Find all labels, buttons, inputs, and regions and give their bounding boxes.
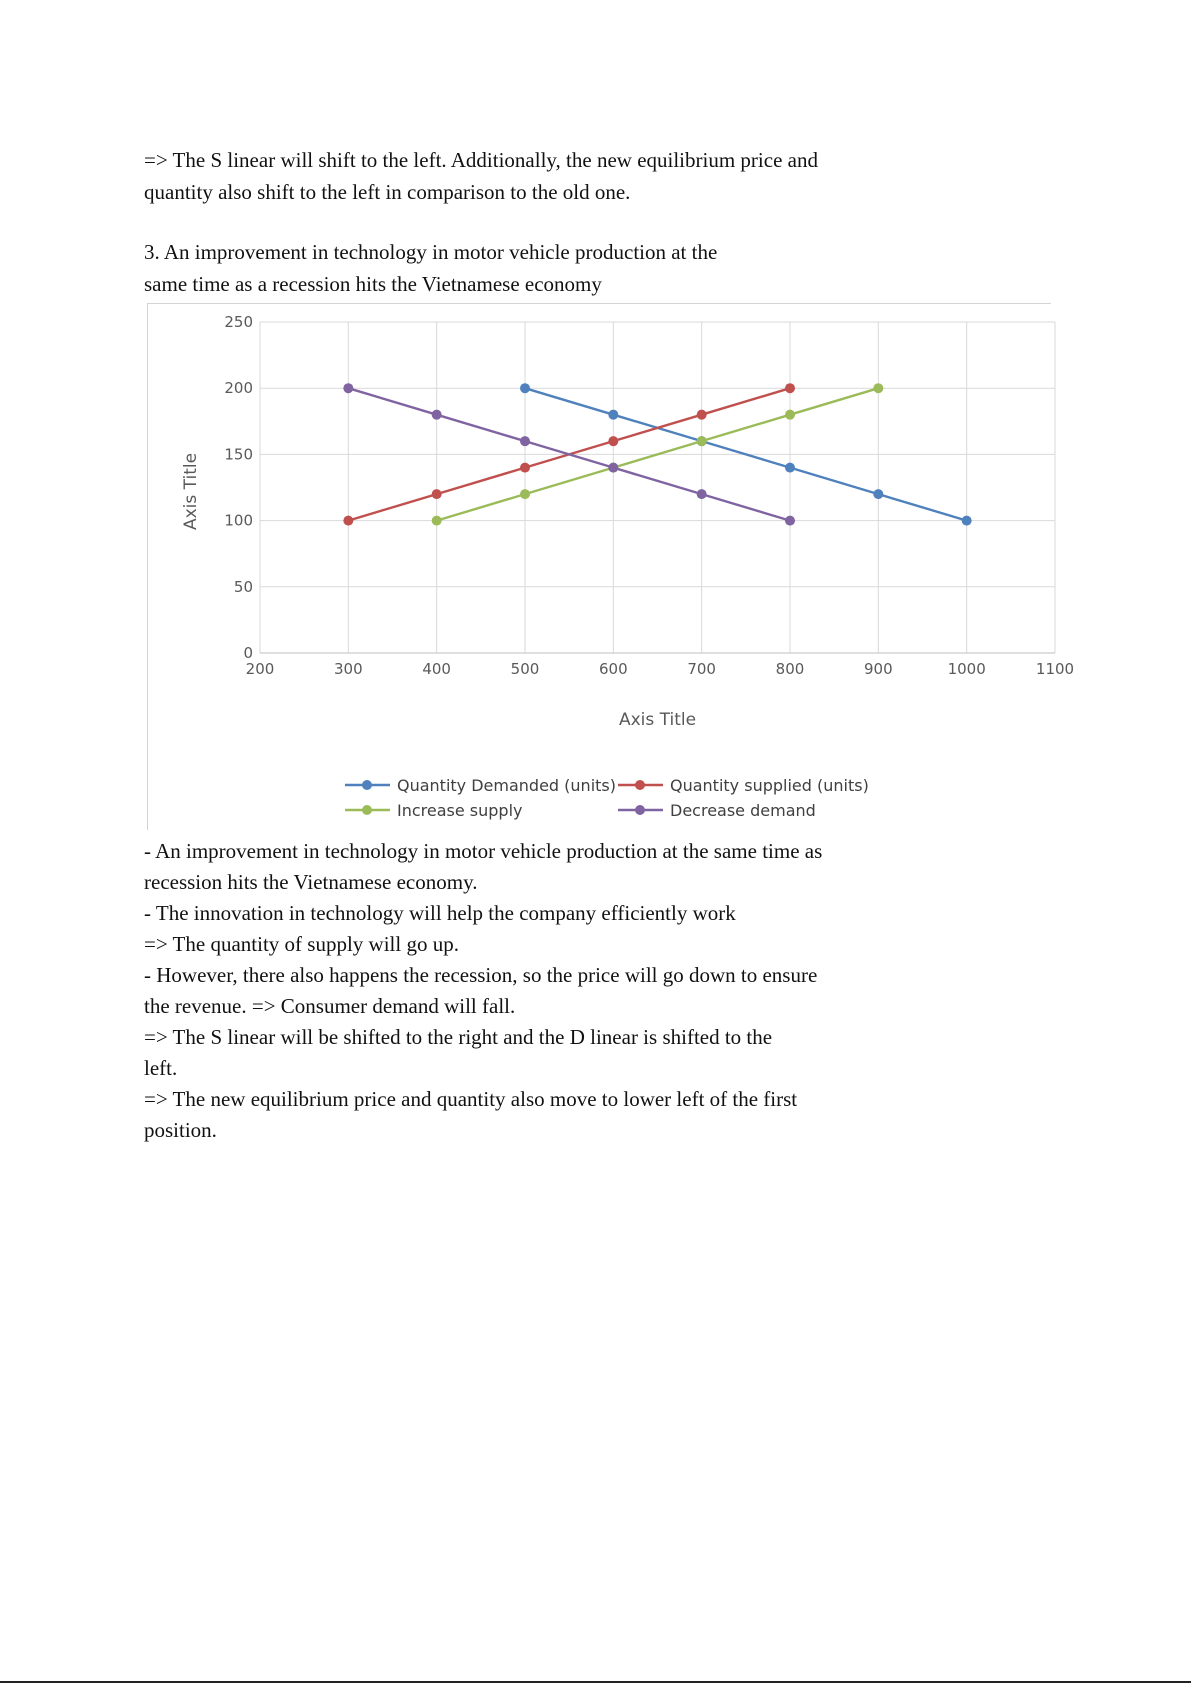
legend-entry (345, 776, 616, 795)
legend-swatch-marker (635, 805, 645, 815)
text-line: => The quantity of supply will go up. (144, 932, 459, 956)
text-line: - However, there also happens the recession, so the price will go down to ensure (144, 963, 818, 987)
x-tick-label: 1000 (947, 660, 986, 678)
supply-demand-chart (147, 303, 1075, 830)
page-bottom-edge (0, 1681, 1191, 1683)
data-point (432, 410, 442, 420)
data-point (520, 489, 530, 499)
text-line: => The S linear will shift to the left. Additionally, the new equilibrium price and (144, 148, 818, 172)
legend-label: Quantity Demanded (units) (397, 776, 616, 795)
legend-swatch-marker (362, 805, 372, 815)
x-tick-label: 1100 (1035, 660, 1075, 678)
data-point (608, 410, 618, 420)
y-axis-title: Axis Title (181, 452, 201, 531)
text-line: position. (144, 1118, 217, 1142)
legend-entry (618, 801, 816, 820)
data-point (873, 383, 883, 393)
data-point (785, 383, 795, 393)
chart-canvas (148, 304, 1075, 830)
text-line: - The innovation in technology will help the company efficiently work (144, 901, 736, 925)
data-point (697, 489, 707, 499)
legend-swatch-marker (362, 780, 372, 790)
data-point (608, 463, 618, 473)
text-line: => The new equilibrium price and quantity also move to lower left of the first (144, 1087, 798, 1111)
data-point (343, 383, 353, 393)
x-tick-label: 400 (422, 660, 451, 678)
data-point (432, 489, 442, 499)
x-tick-label: 500 (510, 660, 540, 678)
legend-label: Decrease demand (670, 801, 816, 820)
data-point (785, 410, 795, 420)
data-point (608, 436, 618, 446)
text-line: the revenue. => Consumer demand will fall. (144, 994, 516, 1018)
data-point (785, 463, 795, 473)
text-line: - An improvement in technology in motor vehicle production at the same time as (144, 839, 823, 863)
data-point (785, 516, 795, 526)
data-point (962, 516, 972, 526)
data-point (520, 436, 530, 446)
y-tick-label: 0 (243, 644, 253, 662)
chart-axes (224, 313, 1074, 678)
paragraph-previous-conclusion (144, 144, 904, 208)
section-heading-3 (144, 236, 904, 300)
data-point (432, 516, 442, 526)
y-tick-label: 50 (233, 577, 253, 596)
x-tick-label: 300 (334, 660, 363, 678)
text-line: 3. An improvement in technology in motor vehicle production at the (144, 240, 718, 264)
legend-entry (618, 776, 869, 795)
data-point (520, 463, 530, 473)
x-tick-label: 700 (687, 660, 716, 678)
y-tick-label: 100 (224, 511, 253, 530)
legend-swatch-marker (635, 780, 645, 790)
legend-label: Increase supply (397, 801, 523, 820)
legend-label: Quantity supplied (units) (670, 776, 869, 795)
text-line: => The S linear will be shifted to the right and the D linear is shifted to the (144, 1025, 773, 1049)
chart-legend (345, 776, 869, 820)
data-point (520, 383, 530, 393)
paragraph-explanation (144, 836, 904, 1146)
y-tick-label: 250 (224, 313, 253, 331)
data-point (343, 516, 353, 526)
legend-entry (345, 801, 523, 820)
data-point (873, 489, 883, 499)
chart-gridlines (260, 322, 1055, 653)
x-tick-label: 200 (245, 660, 275, 678)
x-tick-label: 800 (775, 660, 805, 678)
data-point (697, 410, 707, 420)
text-line: recession hits the Vietnamese economy. (144, 870, 478, 894)
text-line: same time as a recession hits the Vietnamese economy (144, 272, 602, 296)
x-axis-title: Axis Title (618, 710, 697, 730)
y-tick-label: 150 (224, 445, 253, 464)
y-tick-label: 200 (224, 379, 253, 398)
text-line: quantity also shift to the left in comparison to the old one. (144, 180, 631, 204)
x-tick-label: 900 (864, 660, 893, 678)
data-point (697, 436, 707, 446)
x-tick-label: 600 (599, 660, 628, 678)
text-line: left. (144, 1056, 178, 1080)
